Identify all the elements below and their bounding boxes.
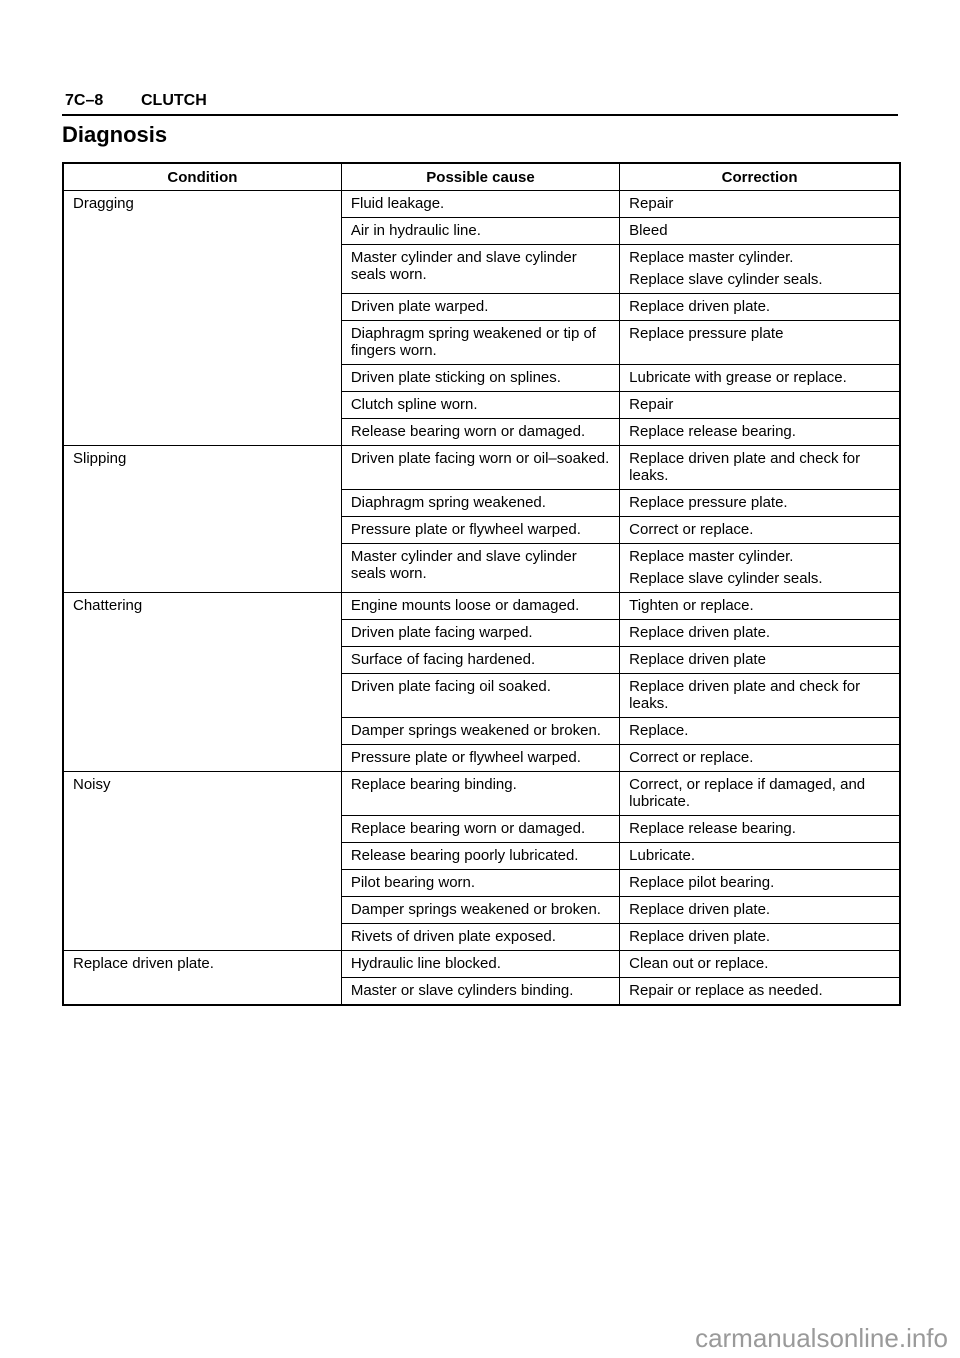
correction-cell (620, 978, 900, 1006)
correction-line: Replace master cylinder. (629, 249, 794, 266)
correction-line: Replace driven plate (629, 651, 766, 668)
correction-line: Correct or replace. (629, 749, 754, 766)
correction-line: Tighten or replace. (629, 597, 754, 614)
correction-line: Lubricate. (629, 847, 696, 864)
cause-cell: Clutch spline worn. (341, 392, 619, 419)
correction-line: Clean out or replace. (629, 955, 769, 972)
correction-cell (620, 843, 900, 870)
correction-line: Repair or replace as needed. (629, 982, 823, 999)
correction-line: Replace slave cylinder seals. (629, 570, 823, 587)
correction-cell (620, 951, 900, 978)
correction-cell (620, 294, 900, 321)
table-row (63, 446, 900, 490)
correction-line: Replace driven plate. (629, 928, 771, 945)
cause-cell: Replace bearing binding. (341, 772, 619, 816)
correction-line: Repair (629, 195, 674, 212)
cause-cell: Fluid leakage. (341, 191, 619, 218)
cause-cell: Driven plate facing worn or oil–soaked. (341, 446, 619, 490)
page-header (62, 92, 898, 116)
cause-cell: Engine mounts loose or damaged. (341, 593, 619, 620)
correction-line: Bleed (629, 222, 668, 239)
correction-cell (620, 647, 900, 674)
correction-line: Replace slave cylinder seals. (629, 271, 823, 288)
cause-cell: Release bearing worn or damaged. (341, 419, 619, 446)
cause-cell: Surface of facing hardened. (341, 647, 619, 674)
cause-cell: Driven plate sticking on splines. (341, 365, 619, 392)
table-row (63, 191, 900, 218)
diagnosis-table (62, 162, 901, 1006)
correction-cell (620, 924, 900, 951)
cause-cell: Driven plate facing warped. (341, 620, 619, 647)
correction-cell (620, 745, 900, 772)
correction-line: Replace driven plate and check for leaks. (629, 450, 861, 484)
table-header-row (63, 163, 900, 191)
correction-line: Replace master cylinder. (629, 548, 794, 565)
cause-cell: Damper springs weakened or broken. (341, 897, 619, 924)
correction-line: Replace pressure plate (629, 325, 784, 342)
table-body (63, 191, 900, 1006)
cause-cell: Rivets of driven plate exposed. (341, 924, 619, 951)
correction-cell (620, 191, 900, 218)
correction-cell (620, 321, 900, 365)
condition-cell: Replace driven plate. (63, 951, 341, 1006)
cause-cell: Damper springs weakened or broken. (341, 718, 619, 745)
correction-cell (620, 218, 900, 245)
correction-line: Replace driven plate and check for leaks. (629, 678, 861, 712)
correction-cell (620, 490, 900, 517)
correction-line: Replace. (629, 722, 689, 739)
page-title: Diagnosis (62, 122, 168, 147)
correction-cell (620, 674, 900, 718)
cause-cell: Master or slave cylinders binding. (341, 978, 619, 1006)
correction-cell (620, 620, 900, 647)
cause-cell: Air in hydraulic line. (341, 218, 619, 245)
condition-cell: Dragging (63, 191, 341, 446)
page-code: 7C–8 (65, 92, 104, 109)
cause-cell: Master cylinder and slave cylinder seals worn. (341, 245, 619, 294)
correction-line: Repair (629, 396, 674, 413)
correction-cell (620, 365, 900, 392)
cause-cell: Pressure plate or flywheel warped. (341, 745, 619, 772)
correction-cell (620, 897, 900, 924)
correction-cell (620, 392, 900, 419)
correction-line: Replace release bearing. (629, 820, 796, 837)
cause-cell: Hydraulic line blocked. (341, 951, 619, 978)
column-header-condition: Condition (63, 163, 341, 191)
cause-cell: Pressure plate or flywheel warped. (341, 517, 619, 544)
correction-line: Correct or replace. (629, 521, 754, 538)
correction-line: Replace pressure plate. (629, 494, 788, 511)
section-title: CLUTCH (141, 92, 207, 109)
table-row (63, 772, 900, 816)
column-header-cause: Possible cause (341, 163, 619, 191)
correction-line: Replace driven plate. (629, 298, 771, 315)
column-header-correction: Correction (620, 163, 900, 191)
correction-line: Replace pilot bearing. (629, 874, 775, 891)
table-row (63, 593, 900, 620)
correction-line: Lubricate with grease or replace. (629, 369, 847, 386)
condition-cell: Chattering (63, 593, 341, 772)
correction-cell (620, 816, 900, 843)
correction-line: Replace driven plate. (629, 901, 771, 918)
cause-cell: Master cylinder and slave cylinder seals worn. (341, 544, 619, 593)
correction-cell (620, 517, 900, 544)
correction-cell (620, 772, 900, 816)
correction-cell (620, 870, 900, 897)
correction-cell (620, 718, 900, 745)
correction-cell (620, 419, 900, 446)
correction-cell (620, 593, 900, 620)
cause-cell: Pilot bearing worn. (341, 870, 619, 897)
correction-cell (620, 544, 900, 593)
cause-cell: Release bearing poorly lubricated. (341, 843, 619, 870)
watermark: carmanualsonline.info (695, 1323, 948, 1353)
correction-line: Replace release bearing. (629, 423, 796, 440)
cause-cell: Diaphragm spring weakened or tip of fingers worn. (341, 321, 619, 365)
cause-cell: Driven plate warped. (341, 294, 619, 321)
cause-cell: Replace bearing worn or damaged. (341, 816, 619, 843)
condition-cell: Noisy (63, 772, 341, 951)
condition-cell: Slipping (63, 446, 341, 593)
correction-line: Correct, or replace if damaged, and lubricate. (629, 776, 866, 810)
table-row (63, 951, 900, 978)
cause-cell: Diaphragm spring weakened. (341, 490, 619, 517)
correction-cell (620, 446, 900, 490)
correction-cell (620, 245, 900, 294)
cause-cell: Driven plate facing oil soaked. (341, 674, 619, 718)
correction-line: Replace driven plate. (629, 624, 771, 641)
